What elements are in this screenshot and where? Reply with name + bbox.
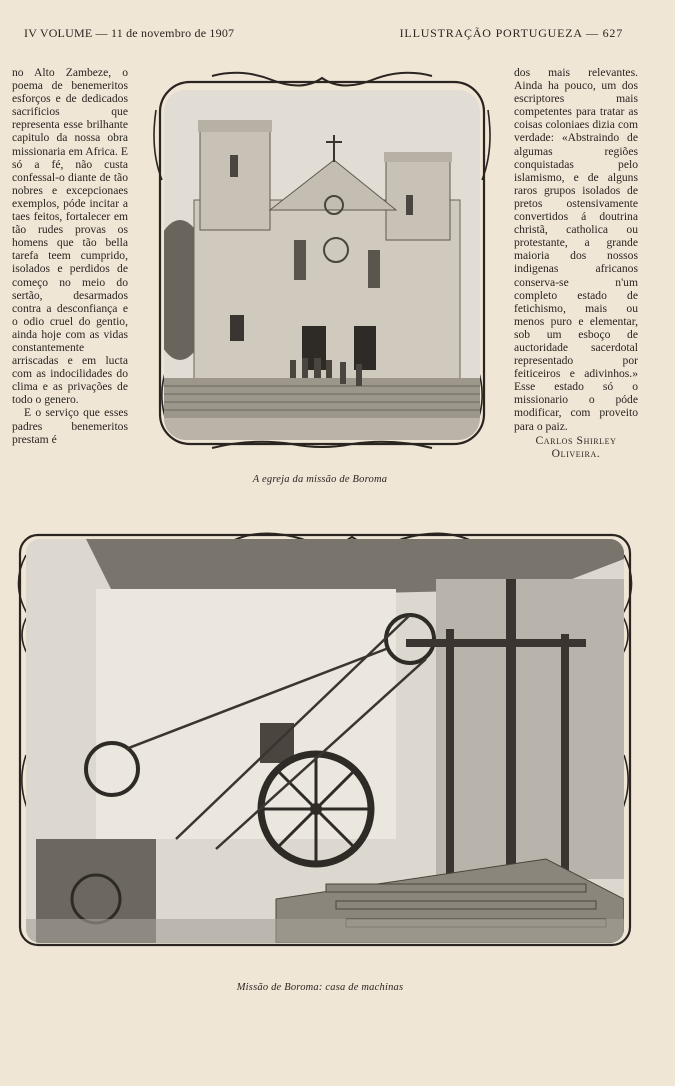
church-caption: A egreja da missão de Boroma — [252, 474, 388, 485]
author-signature — [514, 434, 638, 460]
machines-photo — [26, 539, 624, 943]
author-surname: Oliveira. — [551, 446, 601, 460]
church-photo-frame — [152, 70, 492, 455]
machines-photo-frame — [12, 525, 638, 955]
church-photo — [164, 90, 480, 440]
machines-caption: Missão de Boroma: casa de machinas — [236, 982, 404, 993]
church-illustration — [164, 90, 480, 440]
article-right-column — [514, 66, 638, 460]
page-header — [24, 26, 623, 42]
volume-date: IV VOLUME — 11 de novembro de 1907 — [24, 26, 235, 40]
article-paragraph: dos mais relevantes. Ainda ha pouco, um dos escriptores mais competentes para tratar as coisas coloniaes dizia com verdade: «Abstraindo de algumas regiões conquistadas pelo islamismo, e de alguns raros grupos isolados de pretos ostensivamente convertidos á doutrina christã, catholica ou protestante, a grande maioria dos nossos indigenas africanos conserva-se n'um completo estado de fetichismo, mais ou menos puro e elementar, sob um esboço de auctoridade sacerdotal representado por feiticeiros e adivinhos.» Esse estado só o missionario o póde modificar, com proveito para o paiz. — [514, 66, 638, 433]
article-paragraph: E o serviço que esses padres benemeritos prestam é — [12, 406, 128, 446]
article-left-column — [12, 66, 128, 446]
publication-page: ILLUSTRAÇÃO PORTUGUEZA — 627 — [399, 26, 623, 40]
article-paragraph: no Alto Zambeze, o poema de benemeritos esforços e de dedicados sacrificios que representa esse brilhante capitulo da nossa obra missionaria em Africa. E só a fé, não custa confessal-o diante de tão nobres e excepcionaes exemplos, póde incitar a taes feitos, fortalecer em tão rudes provas os homens que tão bella tarefa teem cumprido, isolados e perdidos de começo no meio do sertão, desarmados contra a desconfiança e o odio cruel do gentio, ainda hoje com as vidas constantemente arriscadas e em lucta com as indocilidades do clima e as privações de todo o genero. — [12, 66, 128, 407]
machine-house-illustration — [26, 539, 624, 943]
author-name: Carlos Shirley — [535, 433, 617, 447]
